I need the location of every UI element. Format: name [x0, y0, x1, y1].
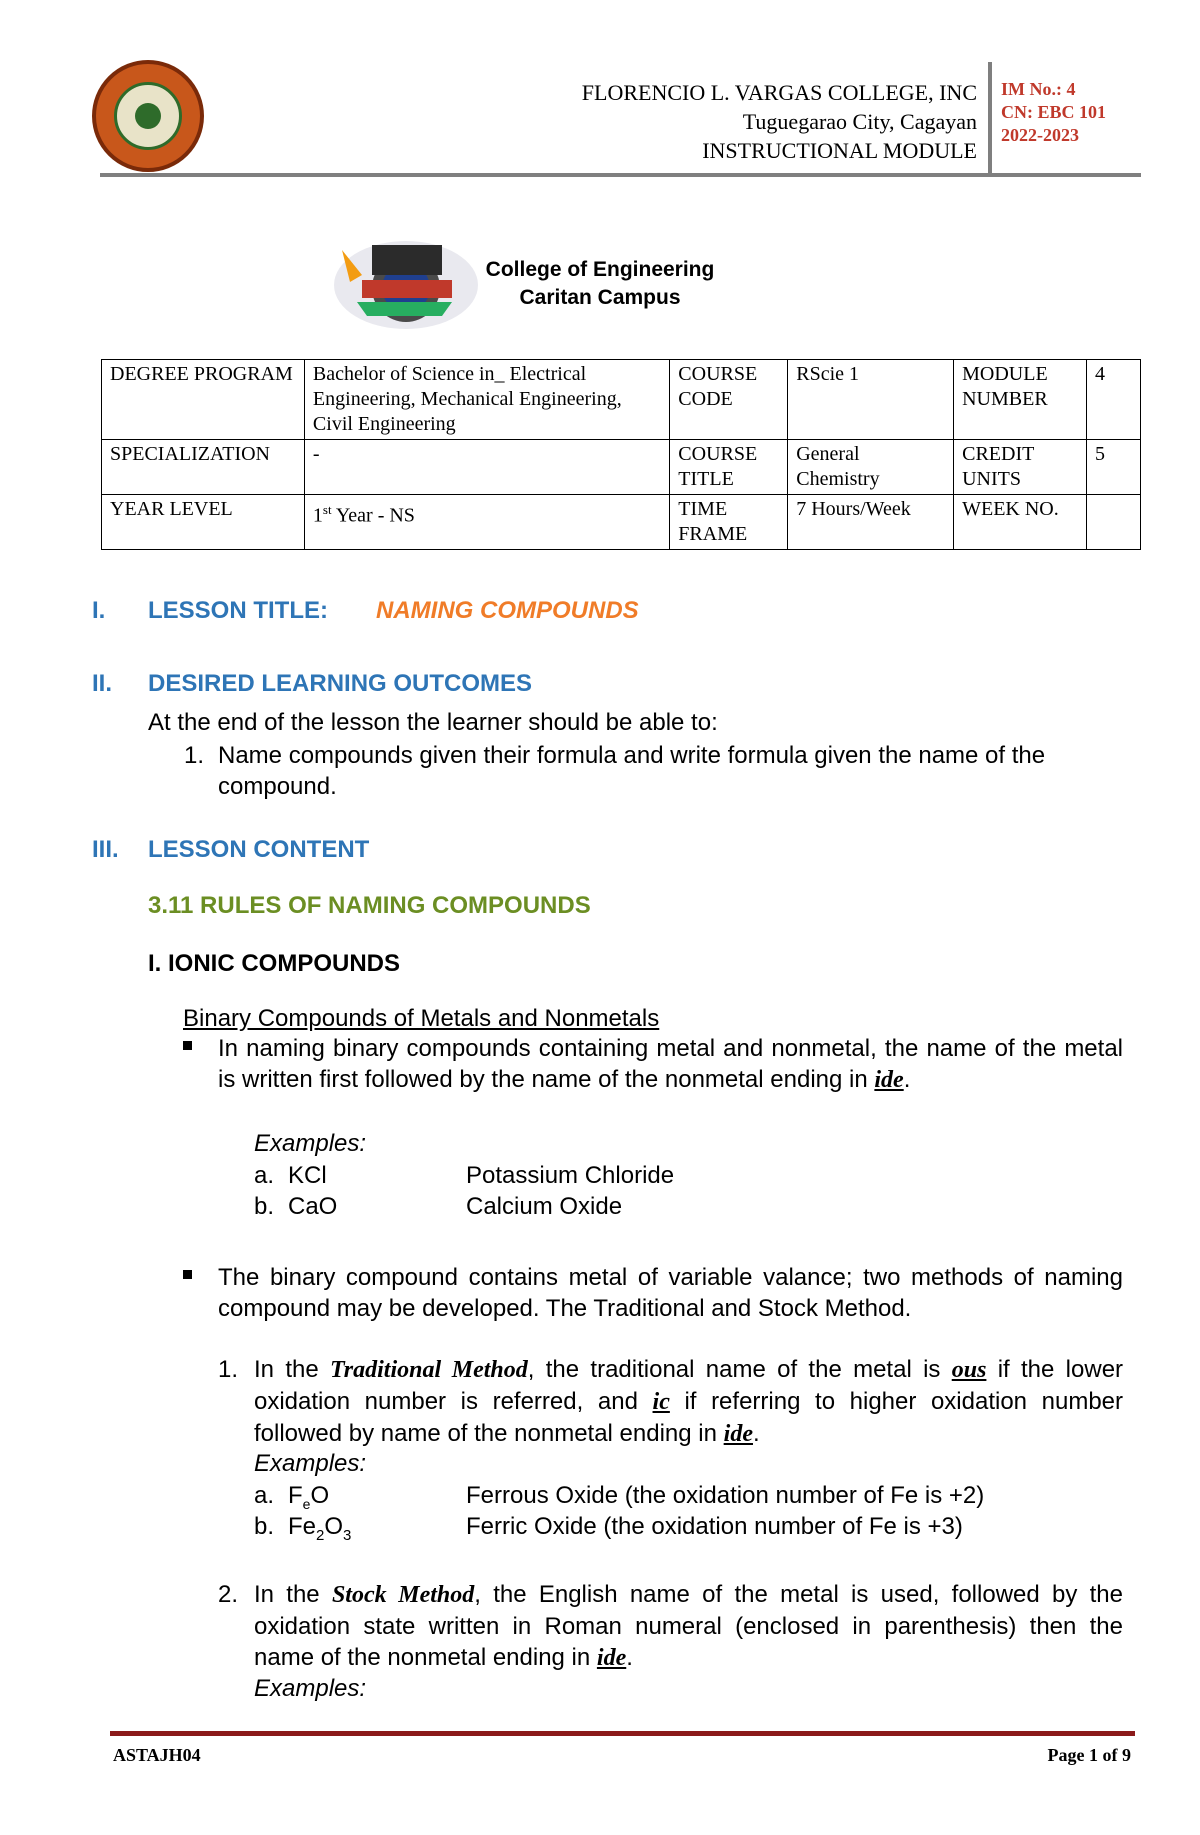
examples-label: Examples: — [254, 1130, 367, 1157]
table-cell: Bachelor of Science in_ Electrical Engineering, Mechanical Engineering, Civil Engineering — [304, 360, 669, 440]
method-text: In the — [254, 1356, 319, 1383]
method-paragraph: In the Stock Method, the English name of the metal is used, followed by the oxidation state written in Roman numeral (enclosed in parenthesis) then the name of the nonmetal ending in ide. — [254, 1581, 1123, 1671]
ordinal-suffix: st — [322, 502, 332, 517]
header-meta — [1001, 78, 1106, 147]
example-name: Calcium Oxide — [466, 1193, 623, 1220]
bullet-paragraph: In naming binary compounds containing metal and nonmetal, the name of the metal is written first followed by the name of the nonmetal ending in ide. — [218, 1035, 1123, 1093]
formula-subscript: e — [302, 1495, 311, 1512]
section-label: DESIRED LEARNING OUTCOMES — [148, 670, 533, 697]
table-cell: 4 — [1087, 360, 1141, 440]
formula-subscript: 3 — [343, 1526, 352, 1544]
method-number: 1. — [218, 1356, 239, 1383]
outcome-number: 1. — [184, 742, 205, 769]
method-number: 2. — [218, 1581, 239, 1608]
header-city: Tuguegarao City, Cagayan — [742, 109, 977, 134]
header-divider — [988, 62, 992, 174]
college-seal-logo — [92, 60, 204, 172]
table-cell: RScie 1 — [788, 360, 954, 440]
example-formula: CaO — [288, 1193, 338, 1220]
table-cell: DEGREE PROGRAM — [102, 360, 305, 440]
example-name: Ferric Oxide (the oxidation number of Fe is +3) — [466, 1513, 963, 1540]
header-text — [582, 78, 977, 165]
lesson-title: NAMING COMPOUNDS — [376, 597, 639, 624]
formula-subscript: 2 — [316, 1526, 325, 1544]
table-cell: 7 Hours/Week — [788, 495, 954, 550]
section-number: III. — [92, 836, 119, 863]
bullet-icon — [183, 1270, 192, 1279]
stock-method-term: Stock Method — [331, 1582, 475, 1608]
bullet-text: The binary compound contains metal of variable valance; two methods of naming compound may be developed. The Traditional and Stock Method. — [218, 1264, 1123, 1322]
course-info-table — [101, 359, 1141, 550]
outcomes-intro: At the end of the lesson the learner should be able to: — [148, 709, 718, 736]
formula-part: O — [310, 1482, 330, 1509]
table-cell: COURSE CODE — [670, 360, 788, 440]
lesson-content-heading — [92, 836, 369, 864]
formula-part: O — [324, 1513, 344, 1540]
example-formula: KCl — [288, 1162, 327, 1189]
page-number: Page 1 of 9 — [1047, 1745, 1131, 1765]
table-cell: SPECIALIZATION — [102, 440, 305, 495]
formula-part: Fe — [288, 1513, 317, 1540]
method-text: if referring to higher oxidation number followed by name of the nonmetal ending in — [254, 1388, 1124, 1447]
section-label: LESSON CONTENT — [148, 836, 370, 863]
campus-name: Caritan Campus — [519, 286, 681, 309]
table-cell: TIME FRAME — [670, 495, 788, 550]
method-text: , the English name of the metal is used, followed by the oxidation state written in Roman numeral (enclosed in parenthesis) then the name of the nonmetal ending in — [254, 1581, 1123, 1671]
binary-compounds-heading: Binary Compounds of Metals and Nonmetals — [183, 1005, 660, 1032]
method-paragraph: In the Traditional Method, the traditional name of the metal is ous if the lower oxidation number is referred, and ic if referring to higher oxidation number followed by name of the nonmetal ending in ide. — [254, 1356, 1124, 1447]
table-cell: YEAR LEVEL — [102, 495, 305, 550]
example-name: Ferrous Oxide (the oxidation number of Fe is +2) — [466, 1482, 985, 1509]
header-rule — [100, 173, 1141, 177]
college-block — [0, 256, 1200, 312]
examples-label: Examples: — [254, 1675, 367, 1702]
table-cell: COURSE TITLE — [670, 440, 788, 495]
ide-term: ide — [874, 1067, 904, 1093]
method-text: , the traditional name of the metal is — [527, 1356, 941, 1383]
table-cell — [1087, 495, 1141, 550]
course-number: CN: EBC 101 — [1001, 102, 1107, 122]
example-letter: a. — [254, 1162, 275, 1189]
table-cell: MODULE NUMBER — [954, 360, 1087, 440]
example-letter: a. — [254, 1482, 275, 1509]
bullet-icon — [183, 1041, 192, 1050]
example-name: Potassium Chloride — [466, 1162, 675, 1189]
table-row — [102, 495, 1141, 550]
table-cell: WEEK NO. — [954, 495, 1087, 550]
school-year: 2022-2023 — [1001, 125, 1079, 145]
ionic-compounds-heading: I. IONIC COMPOUNDS — [148, 950, 401, 977]
header-college-name: FLORENCIO L. VARGAS COLLEGE, INC — [581, 80, 977, 105]
outcomes-heading — [92, 670, 532, 698]
table-cell: 1st Year - NS — [304, 495, 669, 550]
ous-term: ous — [951, 1357, 987, 1383]
table-row — [102, 360, 1141, 440]
ide-term: ide — [723, 1421, 753, 1447]
footer-rule — [110, 1731, 1135, 1736]
footer-code: ASTAJH04 — [113, 1745, 201, 1765]
ide-term: ide — [596, 1645, 627, 1671]
traditional-method-term: Traditional Method — [330, 1357, 528, 1383]
bullet-text: In naming binary compounds containing metal and nonmetal, the name of the metal is written first followed by the name of the nonmetal ending in — [218, 1035, 1123, 1093]
subheading-rules: 3.11 RULES OF NAMING COMPOUNDS — [148, 892, 591, 919]
examples-label: Examples: — [254, 1450, 367, 1477]
example-letter: b. — [254, 1193, 275, 1220]
table-cell: CREDIT UNITS — [954, 440, 1087, 495]
example-letter: b. — [254, 1513, 275, 1540]
formula-part: F — [288, 1482, 303, 1509]
im-number: IM No.: 4 — [1001, 79, 1076, 99]
section-number: II. — [92, 670, 113, 697]
table-cell: General Chemistry — [788, 440, 954, 495]
ic-term: ic — [652, 1389, 670, 1415]
example-formula — [288, 1511, 351, 1551]
lesson-title-heading — [92, 597, 639, 625]
college-name: College of Engineering — [485, 258, 715, 281]
header-doc-type: INSTRUCTIONAL MODULE — [702, 138, 977, 163]
section-number: I. — [92, 597, 106, 624]
table-cell: - — [304, 440, 669, 495]
table-cell: 5 — [1087, 440, 1141, 495]
method-text: if the lower oxidation number is referred, and — [254, 1356, 1124, 1415]
section-label: LESSON TITLE: — [148, 597, 328, 624]
outcome-text: Name compounds given their formula and write formula given the name of the compound. — [218, 742, 1046, 800]
method-text: In the — [254, 1581, 320, 1608]
table-row — [102, 440, 1141, 495]
